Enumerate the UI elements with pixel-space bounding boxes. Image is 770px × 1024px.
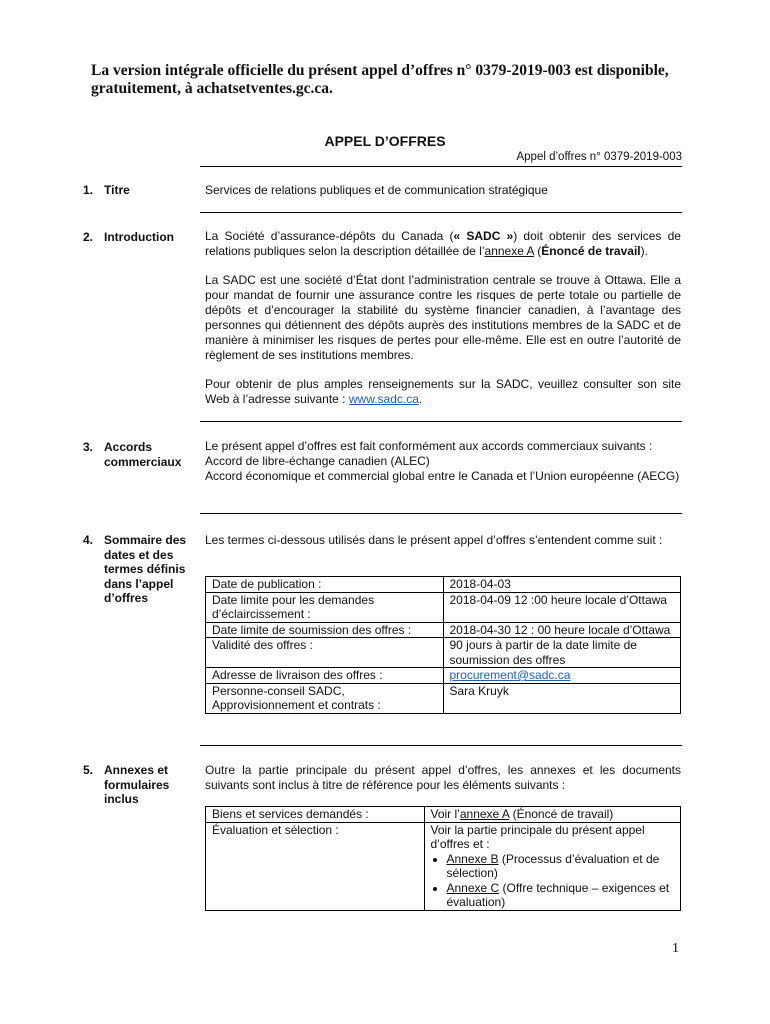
annex-list bbox=[431, 852, 675, 910]
table-row bbox=[206, 577, 681, 593]
table-cell-label: Personne-conseil SADC, Approvisionnement et contrats : bbox=[206, 683, 444, 713]
table-cell-value bbox=[443, 668, 681, 684]
list-item: • Annexe C (Offre technique – exigences et évaluation) bbox=[447, 881, 675, 910]
table-cell-value: 90 jours à partir de la date limite de soumission des offres bbox=[443, 638, 681, 668]
section-5-number: 5. bbox=[83, 763, 94, 777]
section-divider bbox=[200, 421, 682, 422]
page-number: 1 bbox=[672, 941, 679, 956]
trade-agreement-item: Accord de libre-échange canadien (ALEC) bbox=[205, 454, 430, 468]
table-cell-label: Biens et services demandés : bbox=[206, 807, 425, 823]
table-cell-value: 2018-04-30 12 : 00 heure locale d’Ottawa bbox=[443, 622, 681, 638]
section-2-title: Introduction bbox=[104, 230, 174, 244]
availability-notice: La version intégrale officielle du présent appel d’offres n° 0379-2019-003 est disponible, gratuitement, à achatsetventes.gc.ca. bbox=[91, 62, 669, 97]
evaluation-intro: Voir la partie principale du présent appel d’offres et : bbox=[430, 822, 645, 851]
table-row bbox=[206, 807, 681, 823]
annexes-table bbox=[205, 806, 681, 911]
section-3-content bbox=[205, 439, 681, 484]
trade-agreements-intro: Le présent appel d’offres est fait conformément aux accords commerciaux suivants : bbox=[205, 439, 653, 453]
section-3-title: Accords commerciaux bbox=[104, 440, 182, 469]
table-cell-label: Date limite pour les demandes d’éclaircissement : bbox=[206, 592, 444, 622]
annex-a-link[interactable]: annexe A bbox=[459, 807, 510, 821]
section-divider bbox=[200, 513, 682, 514]
table-cell-value bbox=[424, 822, 681, 910]
section-3-number: 3. bbox=[83, 440, 94, 454]
section-2-content bbox=[205, 229, 681, 421]
dates-table bbox=[205, 576, 681, 714]
table-cell-value: 2018-04-03 bbox=[443, 577, 681, 593]
table-cell-label: Adresse de livraison des offres : bbox=[206, 668, 444, 684]
table-row bbox=[206, 638, 681, 668]
table-row bbox=[206, 683, 681, 713]
section-divider bbox=[200, 745, 682, 746]
section-2-number: 2. bbox=[83, 230, 94, 244]
table-cell-value: Sara Kruyk bbox=[443, 683, 681, 713]
trade-agreement-item: Accord économique et commercial global entre le Canada et l’Union européenne (AECG) bbox=[205, 469, 680, 483]
table-row bbox=[206, 622, 681, 638]
annex-b-link[interactable]: Annexe B bbox=[446, 851, 499, 866]
table-cell-label: Évaluation et sélection : bbox=[206, 822, 425, 910]
document-title: APPEL D’OFFRES bbox=[324, 133, 446, 149]
section-1-title: Titre bbox=[104, 183, 130, 197]
section-divider bbox=[200, 212, 682, 213]
intro-paragraph-1: La Société d’assurance-dépôts du Canada (« SADC ») doit obtenir des services de relations publiques selon la description détaillée de l’annexe A (Énoncé de travail). bbox=[205, 229, 681, 258]
section-1-text: Services de relations publiques et de communication stratégique bbox=[205, 183, 548, 197]
annexes-table-wrapper bbox=[205, 806, 681, 911]
section-5-intro: Outre la partie principale du présent appel d’offres, les annexes et les documents suivants sont inclus à titre de référence pour les éléments suivants : bbox=[205, 763, 681, 792]
section-5-title: Annexes et formulaires inclus bbox=[104, 763, 170, 806]
intro-paragraph-2: La SADC est une société d’État dont l’administration centrale se trouve à Ottawa. Elle a pour mandat de fournir une assurance contre les risques de perte totale ou partielle de dépôts et d’encourager la stabilité du système financier canadien, à l’avantage des personnes qui détiennent des dépôts auprès des institutions membres de la SADC et de manière à minimiser les risques de pertes pour elle-même. Elle est en outre l’autorité de règlement de ses institutions membres. bbox=[205, 273, 681, 362]
table-row bbox=[206, 822, 681, 910]
reference-number: Appel d’offres n° 0379-2019-003 bbox=[200, 151, 682, 167]
procurement-email-link[interactable]: procurement@sadc.ca bbox=[449, 668, 571, 682]
section-4-title: Sommaire des dates et des termes définis dans l’appel d’offres bbox=[104, 533, 187, 605]
annex-a-reference[interactable]: annexe A bbox=[484, 244, 534, 258]
section-4-number: 4. bbox=[83, 533, 94, 547]
dates-table-wrapper bbox=[205, 576, 681, 714]
table-row bbox=[206, 592, 681, 622]
table-cell-label: Date de publication : bbox=[206, 577, 444, 593]
table-cell-value: 2018-04-09 12 :00 heure locale d’Ottawa bbox=[443, 592, 681, 622]
section-4-intro: Les termes ci-dessous utilisés dans le présent appel d’offres s’entendent comme suit : bbox=[205, 533, 663, 547]
sadc-website-link[interactable]: www.sadc.ca bbox=[348, 392, 419, 406]
section-1-number: 1. bbox=[83, 183, 94, 197]
table-cell-value: Voir l’annexe A (Énoncé de travail) bbox=[424, 807, 681, 823]
table-row bbox=[206, 668, 681, 684]
table-cell-label: Validité des offres : bbox=[206, 638, 444, 668]
list-item: • Annexe B (Processus d’évaluation et de sélection) bbox=[447, 852, 675, 881]
table-cell-label: Date limite de soumission des offres : bbox=[206, 622, 444, 638]
intro-paragraph-3: Pour obtenir de plus amples renseignements sur la SADC, veuillez consulter son site Web à l’adresse suivante : www.sadc.ca. bbox=[205, 377, 681, 406]
annex-c-link[interactable]: Annexe C bbox=[446, 880, 500, 895]
